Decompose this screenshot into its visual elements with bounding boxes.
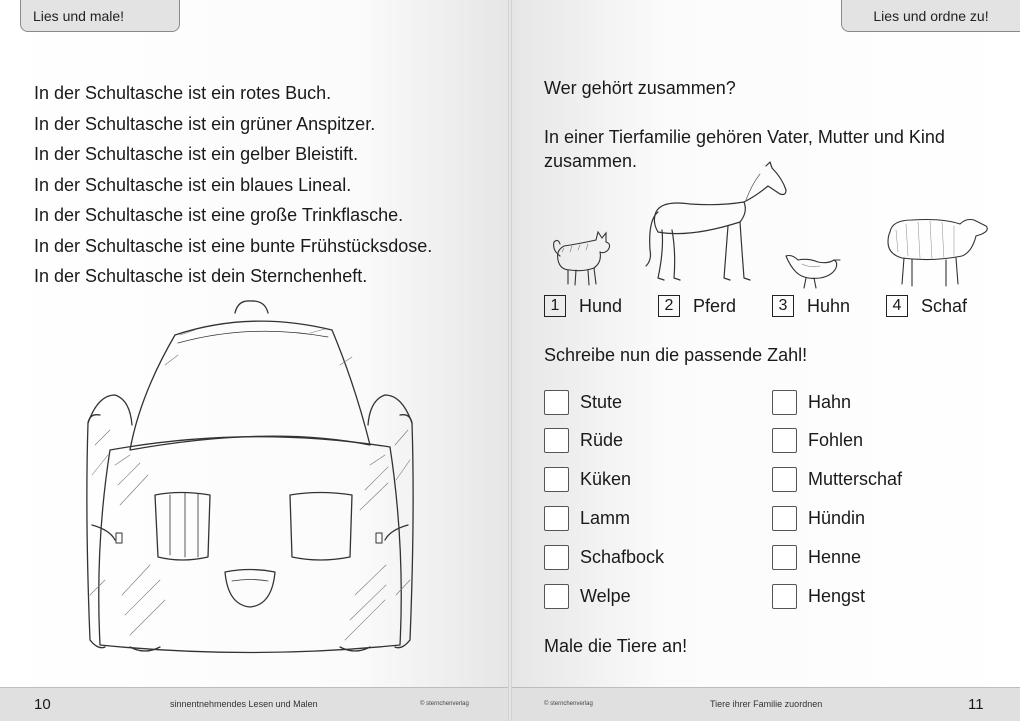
animal-number: 3 [772, 295, 794, 317]
answer-box[interactable] [772, 390, 797, 415]
sentence: In der Schultasche ist ein grüner Anspitzer. [34, 113, 376, 134]
footer-topic: sinnentnehmendes Lesen und Malen [170, 699, 318, 709]
question: Wer gehört zusammen? [544, 78, 736, 98]
sheep-icon [882, 212, 992, 292]
footer-publisher: © sternchenverlag [544, 701, 593, 707]
schoolbag-icon [70, 295, 430, 660]
animal-legend [544, 292, 1004, 320]
answer-box[interactable] [544, 390, 569, 415]
sentence: In der Schultasche ist ein blaues Lineal. [34, 174, 352, 195]
left-page [0, 0, 508, 721]
answer-label: Hündin [808, 507, 866, 528]
animal-name: Schaf [921, 295, 968, 316]
animal-legend-item [544, 292, 622, 320]
answer-label: Schafbock [580, 546, 665, 567]
answer-label: Fohlen [808, 430, 864, 451]
right-page-tab: Lies und ordne zu! [841, 0, 1020, 32]
animal-number: 4 [886, 295, 908, 317]
page-number: 11 [968, 696, 984, 713]
answer-item [772, 582, 865, 610]
answer-item [772, 466, 902, 494]
intro-line: In einer Tierfamilie gehören Vater, Mutter und Kind [544, 127, 945, 147]
answer-box[interactable] [772, 428, 797, 453]
animal-name: Hund [579, 295, 623, 316]
sentence: In der Schultasche ist eine bunte Frühstücksdose. [34, 235, 433, 256]
horse-icon [640, 160, 790, 288]
answer-item [544, 388, 622, 416]
closing-instruction: Male die Tiere an! [544, 636, 688, 656]
sentence-list [34, 78, 494, 292]
hen-icon [782, 250, 842, 290]
answer-item [544, 466, 631, 494]
answer-label: Lamm [580, 507, 631, 528]
answer-item [544, 582, 631, 610]
answer-item [772, 543, 861, 571]
sentence: In der Schultasche ist ein rotes Buch. [34, 83, 332, 103]
answer-item [544, 543, 664, 571]
right-page-footer [512, 687, 1020, 721]
answer-label: Rüde [580, 430, 624, 451]
answer-label: Stute [580, 391, 623, 412]
left-page-tab: Lies und male! [20, 0, 180, 32]
answer-box[interactable] [544, 584, 569, 609]
answer-box[interactable] [772, 467, 797, 492]
answer-label: Küken [580, 469, 632, 490]
answer-label: Henne [808, 546, 862, 567]
answer-item [772, 504, 865, 532]
answer-item [544, 427, 623, 455]
footer-topic: Tiere ihrer Familie zuordnen [710, 699, 823, 709]
intro-line: zusammen. [544, 151, 638, 171]
answer-box[interactable] [544, 545, 569, 570]
answer-box[interactable] [772, 506, 797, 531]
animal-name: Huhn [807, 295, 851, 316]
answer-item [544, 504, 630, 532]
dog-icon [548, 228, 614, 290]
animal-number: 1 [544, 295, 566, 317]
sentence: In der Schultasche ist ein gelber Bleistift. [34, 144, 359, 164]
animal-number: 2 [658, 295, 680, 317]
answer-label: Mutterschaf [808, 469, 903, 490]
answer-box[interactable] [544, 428, 569, 453]
instruction: Schreibe nun die passende Zahl! [544, 345, 808, 365]
answer-box[interactable] [544, 506, 569, 531]
answer-label: Welpe [580, 585, 631, 606]
left-page-footer [0, 687, 508, 721]
answer-item [772, 388, 851, 416]
answer-label: Hahn [808, 391, 852, 412]
footer-publisher: © sternchenverlag [420, 701, 469, 707]
animal-legend-item [772, 292, 850, 320]
page-number: 10 [34, 696, 51, 713]
animal-legend-item [658, 292, 736, 320]
answer-box[interactable] [772, 584, 797, 609]
answer-box[interactable] [772, 545, 797, 570]
right-page [512, 0, 1020, 721]
answer-item [772, 427, 863, 455]
answer-box[interactable] [544, 467, 569, 492]
answer-label: Hengst [808, 585, 866, 606]
animal-name: Pferd [693, 295, 737, 316]
sentence: In der Schultasche ist dein Sternchenheft. [34, 266, 368, 286]
sentence: In der Schultasche ist eine große Trinkflasche. [34, 205, 404, 225]
animal-legend-item [886, 292, 967, 320]
